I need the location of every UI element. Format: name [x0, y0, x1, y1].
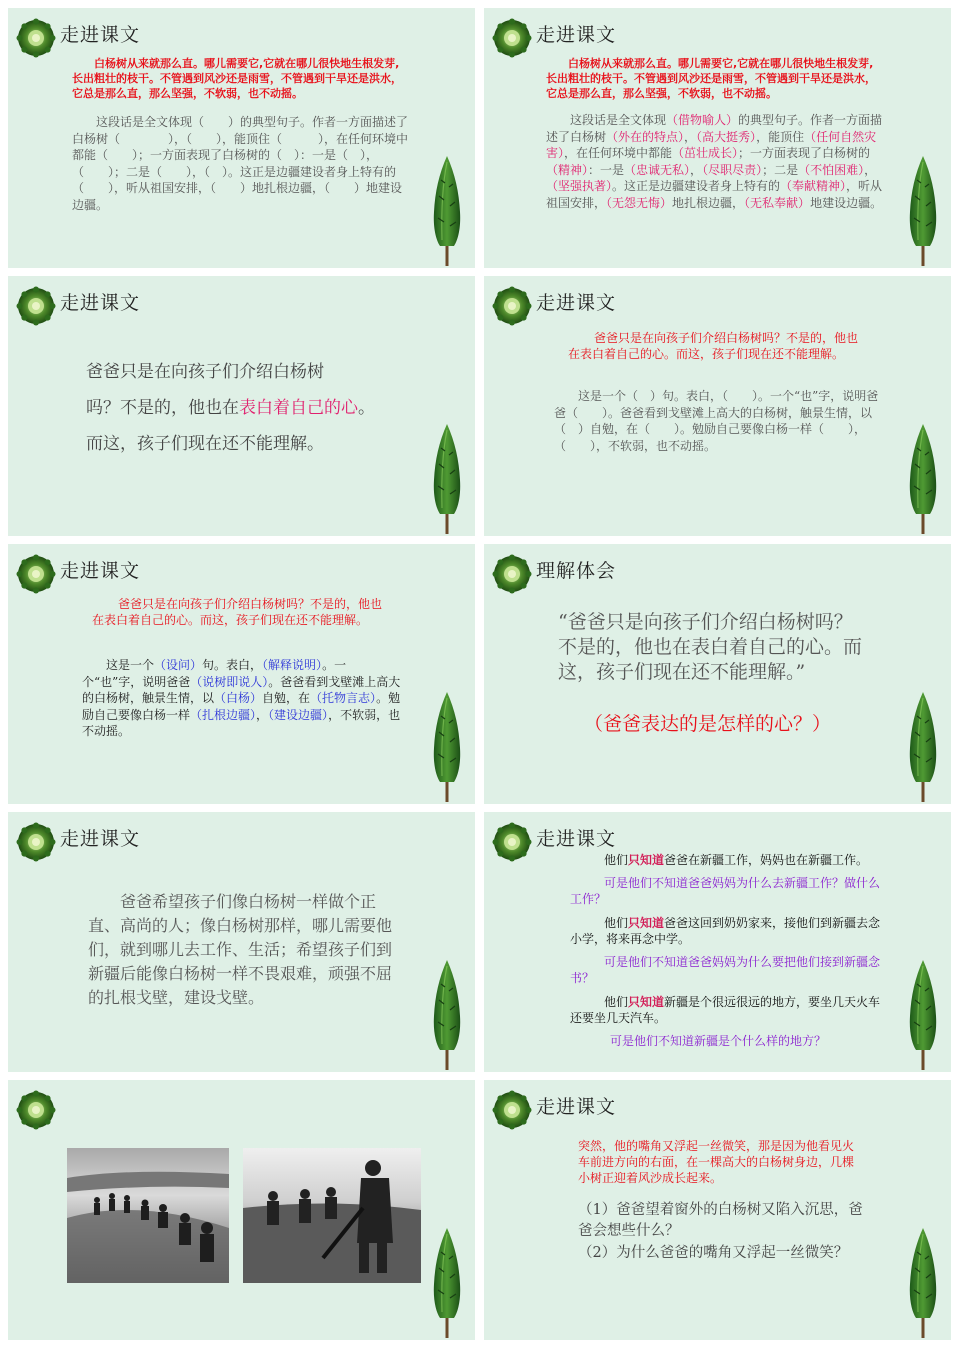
leaf-logo-icon [16, 1090, 56, 1130]
quote-text: 爸爸只是在向孩子们介绍白杨树吗？不是的，他也在表白着自己的心。而这，孩子们现在还不能理解。 [92, 597, 383, 627]
highlight-text: 只知道 [628, 915, 665, 930]
item-pre: 他们 [604, 853, 629, 867]
quote-text: 突然，他的嘴角又浮起一丝微笑，那是因为他看见火车前进方向的右面，在一棵高大的白杨树身边，几棵小树正迎着风沙成长起来。 [578, 1139, 855, 1185]
slide-title: 走进课文 [536, 24, 617, 46]
answer-fill: （尽职尽责） [702, 162, 763, 177]
slide-title: 走进课文 [536, 1096, 617, 1118]
answer-fill: （托物言志） [310, 691, 377, 705]
qa-list [570, 852, 882, 1049]
slide-title: 走进课文 [60, 24, 141, 46]
question-1: （1）爸爸望着窗外的白杨树又陷入沉思，爸爸会想些什么？ [578, 1202, 863, 1239]
answer-part: 。勉励自己要像白杨一样 [82, 691, 401, 722]
answer-part: ，能顶住 [756, 129, 805, 144]
answer-part: 。爸爸看到戈壁滩上高大的白杨树，触景生情，以 [82, 674, 401, 705]
list-item [570, 994, 882, 1027]
question-text: （爸爸表达的是怎样的心？） [584, 713, 832, 735]
answer-part: 自勉，在 [262, 691, 311, 705]
answer-part: 。一个“也”字，说明爸爸 [82, 658, 347, 689]
leaf-logo-icon [492, 1090, 532, 1130]
item-post: 爸爸在新疆工作，妈妈也在新疆工作。 [664, 853, 869, 867]
slide-title: 走进课文 [60, 560, 141, 582]
photo-workers-digging [243, 1148, 421, 1283]
answer-part: ， [864, 162, 877, 177]
passage-line: 爸爸只是在向孩子们介绍白杨树 [86, 362, 324, 382]
leaf-logo-icon [16, 18, 56, 58]
answer-part: ， [684, 129, 697, 144]
slide-1 [8, 8, 475, 268]
poplar-tree-icon [429, 1228, 465, 1338]
poplar-tree-icon [905, 156, 941, 266]
answer-fill: （任何自然灾害） [546, 129, 877, 160]
answer-part: ， [690, 162, 703, 177]
slide-title: 走进课文 [60, 828, 141, 850]
answer-fill: （奉献精神） [780, 179, 847, 193]
list-item [570, 915, 882, 948]
item-pre: 他们 [604, 994, 629, 1009]
question-2: （2）为什么爸爸的嘴角又浮起一丝微笑？ [578, 1245, 849, 1261]
slide-title: 走进课文 [536, 292, 617, 314]
quote-text: “爸爸只是向孩子们介绍白杨树吗？不是的，他也在表白着自己的心。而这，孩子们现在还不能理解。” [558, 611, 863, 683]
highlight-text: 表白着自己的心 [239, 398, 358, 418]
answer-part: 的典型句子。作者一方面描述了白杨树 [546, 113, 883, 144]
answer-fill: （不怕困难） [798, 162, 865, 177]
answer-fill: （无私奉献） [744, 195, 811, 210]
list-question: 可是他们不知道爸爸妈妈为什么要把他们接到新疆念书？ [570, 954, 881, 985]
answer-part: ：一是 [588, 162, 625, 177]
poplar-tree-icon [905, 424, 941, 534]
list-question: 可是他们不知道新疆是个什么样的地方？ [610, 1033, 827, 1048]
leaf-logo-icon [16, 286, 56, 326]
answer-fill: （坚强执著） [546, 179, 613, 193]
passage [86, 354, 426, 462]
quote-text: 白杨树从来就那么直。哪儿需要它,它就在哪儿很快地生根发芽,长出粗壮的枝干。不管遇到风沙还是雨雪，不管遇到干旱还是洪水，它总是那么直，那么坚强，不软弱，也不动摇。 [546, 57, 876, 100]
list-item [570, 852, 882, 869]
answer-fill: （精神） [546, 162, 589, 177]
answer-fill: （解释说明） [262, 658, 323, 672]
answer-part: ，听从祖国安排， [546, 179, 883, 210]
poplar-tree-icon [429, 156, 465, 266]
passage-part: 。 [358, 398, 375, 418]
slide-9 [8, 1080, 475, 1340]
slide-3 [8, 276, 475, 536]
poplar-tree-icon [429, 960, 465, 1070]
slide-8 [484, 812, 951, 1072]
answer-fill: （说树即说人） [190, 674, 269, 689]
leaf-logo-icon [16, 554, 56, 594]
answer-part: 句。表白， [202, 658, 263, 672]
leaf-logo-icon [492, 554, 532, 594]
poplar-tree-icon [905, 1228, 941, 1338]
answer-part: 这是一个 [106, 658, 155, 672]
answer-fill: （无怨无悔） [606, 195, 673, 210]
answer-fill: （茁壮成长） [672, 146, 739, 160]
item-post: 新疆是个很远很远的地方，要坐几天火车还要坐几天汽车。 [570, 994, 881, 1025]
passage-line [86, 390, 426, 426]
leaf-logo-icon [492, 18, 532, 58]
answer-fill: （扎根边疆） [190, 707, 257, 722]
list-question: 可是他们不知道爸爸妈妈为什么去新疆工作？做什么工作？ [570, 875, 881, 906]
slide-2 [484, 8, 951, 268]
exercise-text: 这是一个（ ）句。表白，（ ）。一个“也”字，说明爸爸（ ）。爸爸看到戈壁滩上高大的白杨树，触景生情，以（ ）自勉，在（ ）。勉励自己要像白杨一样（ ），（ ），不软弱，也不动摇。 [554, 389, 879, 453]
passage: 爸爸希望孩子们像白杨树一样做个正直、高尚的人；像白杨树那样，哪儿需要他们，就到哪儿去工作、生活；希望孩子们到新疆后能像白杨树一样不畏艰难，顽强不屈的扎根戈壁，建设戈壁。 [88, 892, 393, 1007]
answer-part: 地扎根边疆， [672, 195, 745, 210]
poplar-tree-icon [905, 960, 941, 1070]
answer-fill: （借物喻人） [666, 113, 739, 127]
slide-7 [8, 812, 475, 1072]
answer-text [82, 657, 404, 740]
slide-10 [484, 1080, 951, 1340]
answer-text [546, 112, 886, 211]
passage-line: 而这，孩子们现在还不能理解。 [86, 434, 324, 454]
poplar-tree-icon [905, 692, 941, 802]
answer-part: 这段话是全文体现 [570, 113, 667, 127]
slide-5 [8, 544, 475, 804]
answer-part: ；一方面表现了白杨树的 [738, 146, 871, 160]
answer-part: ，在任何环境中都能 [564, 146, 673, 160]
passage-part: 吗？不是的，他也在 [86, 398, 239, 418]
item-pre: 他们 [604, 915, 629, 930]
answer-fill: （外在的特点） [606, 129, 685, 144]
highlight-text: 只知道 [628, 853, 665, 867]
slide-title: 走进课文 [60, 292, 141, 314]
answer-fill: （高大挺秀） [696, 129, 757, 144]
highlight-text: 只知道 [628, 994, 665, 1009]
leaf-logo-icon [492, 822, 532, 862]
answer-part: ， [256, 707, 269, 722]
slide-title: 理解体会 [536, 560, 617, 582]
answer-fill: （白杨） [214, 691, 263, 705]
leaf-logo-icon [492, 286, 532, 326]
poplar-tree-icon [429, 424, 465, 534]
item-post: 爸爸这回到奶奶家来，接他们到新疆去念小学，将来再念中学。 [570, 915, 881, 946]
slide-6 [484, 544, 951, 804]
answer-part: 地建设边疆。 [810, 195, 883, 210]
exercise-text: 这段话是全文体现（ ）的典型句子。作者一方面描述了白杨树（ ），（ ），能顶住（ ），在任何环境中都能（ ）；一方面表现了白杨树的（ ）：一是（ ），（ ）；二是（ ），（ ）。这正是边疆建设者身上特有的（ ），听从祖国安排，（ ）地扎根边疆，（ ）地建设边疆。 [72, 115, 409, 212]
quote-text: 爸爸只是在向孩子们介绍白杨树吗？不是的，他也在表白着自己的心。而这，孩子们现在还不能理解。 [568, 331, 859, 361]
slide-title: 走进课文 [536, 828, 617, 850]
photo-workers-line [67, 1148, 229, 1283]
answer-fill: （设问） [154, 658, 203, 672]
answer-fill: （忠诚无私） [624, 162, 691, 177]
poplar-tree-icon [429, 692, 465, 802]
slide-4 [484, 276, 951, 536]
answer-part: ；二是 [762, 162, 799, 177]
answer-fill: （建设边疆） [268, 707, 329, 722]
leaf-logo-icon [16, 822, 56, 862]
answer-part: ，不软弱，也不动摇。 [82, 707, 401, 738]
answer-part: 。这正是边疆建设者身上特有的 [612, 179, 781, 193]
quote-text: 白杨树从来就那么直。哪儿需要它,它就在哪儿很快地生根发芽,长出粗壮的枝干。不管遇到风沙还是雨雪，不管遇到干旱还是洪水，它总是那么直，那么坚强，不软弱，也不动摇。 [72, 57, 402, 100]
